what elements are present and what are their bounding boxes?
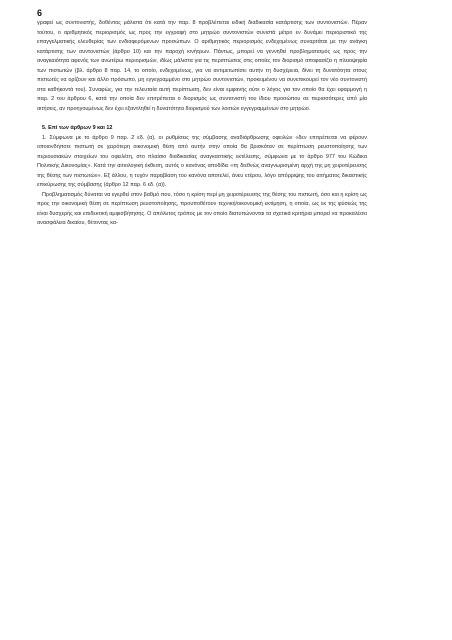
paragraph: Προβληματισμός δύναται να εγερθεί στον βαθμό που, τόσο η κρίση περί μη χειροτέρευσης της θέσης του πιστωτή, όσο και η κρίση ως προς την οικονομική θέση σε περίπτωση ρευστοποίησης, προυποθέτουν τεχνική/οικονομική εκτίμηση, η οποία, ως εκ της φύσεώς της είναι δυσχερής και επιδεκτική αμφισβήτησης. Ο απόλυτος τρόπος με τον οποίο διατυπώνονται τα σχετικά κριτήρια μπορεί να προκαλέσει ανασφάλεια δικαίου, θέτοντας κα- [37,191,367,227]
page-number: 6 [37,8,43,18]
section-heading: 5. Επί των άρθρων 9 και 12 [42,124,113,131]
paragraph: 1. Σύμφωνα με το άρθρο 9 παρ. 2 εδ. (α), οι ρυθμίσεις της σύμβασης αναδιάρθρωσης οφειλών «δεν επιτρέπεται να φέρουν οποιονδήποτε πιστωτή σε χειρότερη οικονομική θέση από αυτήν στην οποία θα βρισκόταν σε περίπτωση ρευστοποίησης των περιουσιακών στοιχείων του οφειλέτη, στο πλαίσιο διαδικασίας αναγκαστικής εκτέλεσης, σύμφωνα με το άρθρο 977 του Κώδικα Πολιτικής Δικονομίας». Κατά την αιτιολογική έκθεση, αυτός ο κανόνας αποδίδει «τη διεθνώς αναγνωρισμένη αρχή της μη χειροτέρευσης της θέσης των πιστωτών». Εξ άλλου, η τυχόν παραβίαση του κανόνα αποτελεί, άνευ ετέρου, λόγο απόρριψης του αιτήματος δικαστικής επικύρωσης της σύμβασης (άρθρο 12 παρ. 6 εδ. (α)). [37,134,367,189]
paragraph: γραφεί ως συντονιστής, δοθέντος μάλιστα ότι κατά την παρ. 8 προβλέπεται ειδική διαδικασία κατάρτισης των συντονιστών. Πέραν τούτου, ο αριθμητικός περιορισμός ως προς την εγγραφή στο μητρώο συντονιστών συνιστά μέτρο εν δυνάμει περιοριστικό της επαγγελματικής ελευθερίας των ενδιαφερόμενων προσώπων. Ο αριθμητικός περιορισμός ενδεχομένως συναρτάται με την ανάγκη κατάρτισης των συντονιστών (άρθρο 10) και την παροχή κινήτρων. Πάντως, μπορεί να γεννηθεί προβληματισμός ως προς την αναγκαιότητα αφενός των ανωτέρω περιορισμών, ιδίως μάλιστα για τις περιπτώσεις στις οποίες τον διορισμό αποφασίζει η πλειοψηφία των πιστωτών (βλ. άρθρο 8 παρ. 14, το οποίο, ενδεχομένως, για να αντιμετωπίσει αυτήν τη δυσχέρεια, δίνει τη δυνατότητα στους πιστωτές να ορίζουν και άλλο πρόσωπο, μη εγγεγραμμένο στο μητρώο συντονιστών, προκειμένου να συνεπικουρεί τον νέο συντονιστή στα καθήκοντά του). Συναφώς, για την τελευταία αυτή περίπτωση, δεν είναι εμφανής ούτε ο λόγος για τον οποίο θα έχει εφαρμογή η παρ. 2 του άρθρου 6, κατά την οποία δεν επιτρέπεται ο διορισμός ως συντονιστή του ίδιου προσώπου σε περισσότερες από μία αιτήσεις, αν προηγουμένως δεν έχει εξαντληθεί η δυνατότητα διορισμού των λοιπών εγγεγραμμένων στο μητρώο. [37,20,367,112]
body-text [37,19,367,229]
